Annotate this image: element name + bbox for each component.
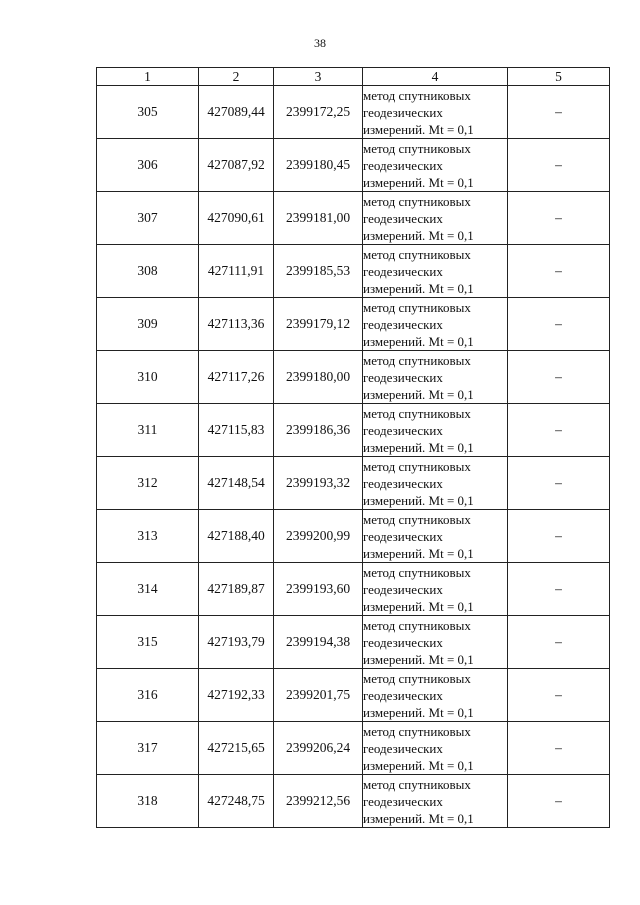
header-cell-4: 4 xyxy=(363,68,508,86)
method-line: метод спутниковых xyxy=(363,776,471,792)
coordinate-y-cell: 2399186,36 xyxy=(274,404,363,457)
method-line: геодезических xyxy=(363,740,443,756)
method-line: метод спутниковых xyxy=(363,140,471,156)
note-cell: – xyxy=(508,86,610,139)
method-cell xyxy=(363,457,508,510)
point-number-cell: 310 xyxy=(97,351,199,404)
coordinates-table xyxy=(96,67,610,828)
header-row xyxy=(97,68,610,86)
note-cell: – xyxy=(508,404,610,457)
coordinate-x-cell: 427189,87 xyxy=(199,563,274,616)
coordinate-y-cell: 2399212,56 xyxy=(274,775,363,828)
method-line: геодезических xyxy=(363,157,443,173)
header-cell-1: 1 xyxy=(97,68,199,86)
point-number-cell: 317 xyxy=(97,722,199,775)
note-cell: – xyxy=(508,775,610,828)
method-line: метод спутниковых xyxy=(363,352,471,368)
table-row xyxy=(97,86,610,139)
method-line: геодезических xyxy=(363,104,443,120)
method-line: геодезических xyxy=(363,316,443,332)
coordinate-x-cell: 427090,61 xyxy=(199,192,274,245)
method-line: метод спутниковых xyxy=(363,405,471,421)
note-cell: – xyxy=(508,669,610,722)
coordinate-y-cell: 2399185,53 xyxy=(274,245,363,298)
method-line: геодезических xyxy=(363,475,443,491)
table-row xyxy=(97,563,610,616)
point-number-cell: 318 xyxy=(97,775,199,828)
method-line: метод спутниковых xyxy=(363,723,471,739)
note-cell: – xyxy=(508,139,610,192)
method-cell xyxy=(363,139,508,192)
method-line: измерений. Mt = 0,1 xyxy=(363,704,474,720)
table-row xyxy=(97,616,610,669)
coordinate-x-cell: 427113,36 xyxy=(199,298,274,351)
coordinate-x-cell: 427115,83 xyxy=(199,404,274,457)
coordinate-y-cell: 2399194,38 xyxy=(274,616,363,669)
method-cell xyxy=(363,192,508,245)
point-number-cell: 315 xyxy=(97,616,199,669)
method-line: геодезических xyxy=(363,210,443,226)
table-row xyxy=(97,457,610,510)
coordinate-x-cell: 427111,91 xyxy=(199,245,274,298)
coordinate-x-cell: 427193,79 xyxy=(199,616,274,669)
point-number-cell: 306 xyxy=(97,139,199,192)
coordinate-y-cell: 2399180,45 xyxy=(274,139,363,192)
method-line: измерений. Mt = 0,1 xyxy=(363,545,474,561)
coordinate-y-cell: 2399193,32 xyxy=(274,457,363,510)
page-number: 38 xyxy=(314,36,326,50)
method-line: метод спутниковых xyxy=(363,193,471,209)
table-row xyxy=(97,775,610,828)
coordinate-y-cell: 2399179,12 xyxy=(274,298,363,351)
method-line: геодезических xyxy=(363,528,443,544)
table-row xyxy=(97,510,610,563)
point-number-cell: 313 xyxy=(97,510,199,563)
method-cell xyxy=(363,245,508,298)
method-cell xyxy=(363,298,508,351)
coordinate-y-cell: 2399200,99 xyxy=(274,510,363,563)
note-cell: – xyxy=(508,616,610,669)
method-cell xyxy=(363,775,508,828)
coordinate-x-cell: 427087,92 xyxy=(199,139,274,192)
method-line: измерений. Mt = 0,1 xyxy=(363,757,474,773)
method-line: метод спутниковых xyxy=(363,511,471,527)
table-row xyxy=(97,139,610,192)
table-row xyxy=(97,669,610,722)
method-cell xyxy=(363,722,508,775)
table-body xyxy=(97,86,610,828)
method-line: измерений. Mt = 0,1 xyxy=(363,810,474,826)
method-line: измерений. Mt = 0,1 xyxy=(363,598,474,614)
table-row xyxy=(97,351,610,404)
method-line: измерений. Mt = 0,1 xyxy=(363,280,474,296)
point-number-cell: 307 xyxy=(97,192,199,245)
method-cell xyxy=(363,404,508,457)
table-row xyxy=(97,722,610,775)
note-cell: – xyxy=(508,722,610,775)
method-line: геодезических xyxy=(363,422,443,438)
table-row xyxy=(97,404,610,457)
coordinate-x-cell: 427215,65 xyxy=(199,722,274,775)
point-number-cell: 314 xyxy=(97,563,199,616)
method-line: геодезических xyxy=(363,369,443,385)
coordinate-x-cell: 427248,75 xyxy=(199,775,274,828)
method-line: геодезических xyxy=(363,581,443,597)
method-line: измерений. Mt = 0,1 xyxy=(363,333,474,349)
note-cell: – xyxy=(508,457,610,510)
coordinate-x-cell: 427089,44 xyxy=(199,86,274,139)
method-cell xyxy=(363,351,508,404)
point-number-cell: 316 xyxy=(97,669,199,722)
method-cell xyxy=(363,669,508,722)
coordinate-y-cell: 2399193,60 xyxy=(274,563,363,616)
method-line: измерений. Mt = 0,1 xyxy=(363,651,474,667)
table-row xyxy=(97,245,610,298)
method-line: измерений. Mt = 0,1 xyxy=(363,386,474,402)
coordinate-x-cell: 427192,33 xyxy=(199,669,274,722)
method-line: метод спутниковых xyxy=(363,299,471,315)
point-number-cell: 311 xyxy=(97,404,199,457)
method-line: измерений. Mt = 0,1 xyxy=(363,174,474,190)
coordinate-y-cell: 2399201,75 xyxy=(274,669,363,722)
table-row xyxy=(97,298,610,351)
note-cell: – xyxy=(508,245,610,298)
method-line: геодезических xyxy=(363,263,443,279)
method-line: измерений. Mt = 0,1 xyxy=(363,121,474,137)
coordinate-y-cell: 2399206,24 xyxy=(274,722,363,775)
point-number-cell: 312 xyxy=(97,457,199,510)
method-cell xyxy=(363,616,508,669)
coordinate-y-cell: 2399180,00 xyxy=(274,351,363,404)
header-cell-2: 2 xyxy=(199,68,274,86)
method-line: метод спутниковых xyxy=(363,246,471,262)
header-cell-5: 5 xyxy=(508,68,610,86)
method-cell xyxy=(363,510,508,563)
note-cell: – xyxy=(508,298,610,351)
method-line: метод спутниковых xyxy=(363,617,471,633)
method-line: метод спутниковых xyxy=(363,564,471,580)
point-number-cell: 308 xyxy=(97,245,199,298)
note-cell: – xyxy=(508,351,610,404)
method-line: геодезических xyxy=(363,793,443,809)
method-line: измерений. Mt = 0,1 xyxy=(363,439,474,455)
table-header xyxy=(97,68,610,86)
method-line: геодезических xyxy=(363,634,443,650)
coordinate-x-cell: 427148,54 xyxy=(199,457,274,510)
method-line: метод спутниковых xyxy=(363,87,471,103)
note-cell: – xyxy=(508,510,610,563)
method-line: метод спутниковых xyxy=(363,458,471,474)
coordinate-x-cell: 427188,40 xyxy=(199,510,274,563)
point-number-cell: 309 xyxy=(97,298,199,351)
coordinate-y-cell: 2399172,25 xyxy=(274,86,363,139)
coordinate-y-cell: 2399181,00 xyxy=(274,192,363,245)
note-cell: – xyxy=(508,563,610,616)
method-cell xyxy=(363,86,508,139)
method-line: измерений. Mt = 0,1 xyxy=(363,227,474,243)
table-row xyxy=(97,192,610,245)
note-cell: – xyxy=(508,192,610,245)
method-line: геодезических xyxy=(363,687,443,703)
coordinate-x-cell: 427117,26 xyxy=(199,351,274,404)
point-number-cell: 305 xyxy=(97,86,199,139)
method-line: измерений. Mt = 0,1 xyxy=(363,492,474,508)
header-cell-3: 3 xyxy=(274,68,363,86)
method-line: метод спутниковых xyxy=(363,670,471,686)
method-cell xyxy=(363,563,508,616)
